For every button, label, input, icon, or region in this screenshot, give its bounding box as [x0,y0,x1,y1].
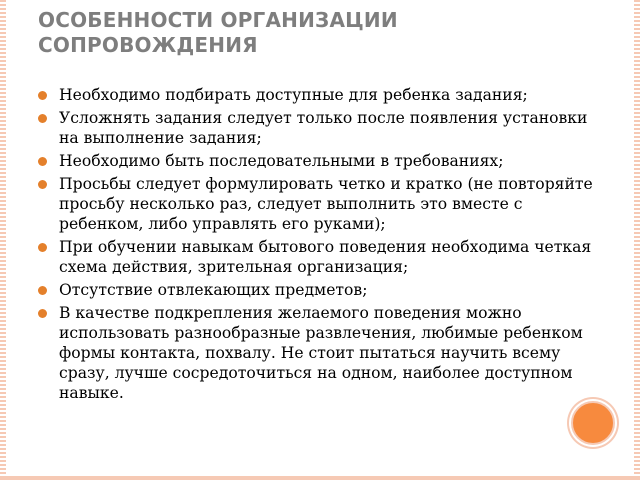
bullet-dot-icon [38,243,47,252]
bullet-item [36,108,596,148]
bullet-text: При обучении навыкам бытового поведения необходима четкая схема действия, зрительная организация; [59,238,592,276]
bullet-item [36,280,596,300]
bullet-item [36,303,596,403]
slide-title: ОСОБЕННОСТИ ОРГАНИЗАЦИИ СОПРОВОЖДЕНИЯ [38,8,398,57]
bullet-text: Просьбы следует формулировать четко и кратко (не повторяйте просьбу несколько раз, следует выполнить это вместе с ребенком, либо управлять его руками); [59,175,593,233]
bullet-item [36,174,596,234]
bullet-list [36,85,596,406]
bottom-border [0,476,640,480]
bullet-text: Отсутствие отвлекающих предметов; [59,281,368,299]
bullet-text: Усложнять задания следует только после появления установки на выполнение задания; [59,109,588,147]
bullet-text: Необходимо подбирать доступные для ребенка задания; [59,86,528,104]
bullet-item [36,151,596,171]
bullet-text: В качестве подкрепления желаемого поведения можно использовать разнообразные развлечения, любимые ребенком формы контакта, похвалу. Не стоит пытаться научить всему сразу, лучше сосредоточиться на одном, наиболее доступном навыке. [59,304,583,402]
bullet-dot-icon [38,91,47,100]
decorative-circle-icon [571,401,615,445]
bullet-item [36,237,596,277]
bullet-item [36,85,596,105]
bullet-text: Необходимо быть последовательными в требованиях; [59,152,504,170]
right-border-stripes [634,0,640,480]
bullet-dot-icon [38,157,47,166]
bullet-dot-icon [38,180,47,189]
bullet-dot-icon [38,309,47,318]
bullet-dot-icon [38,114,47,123]
bullet-dot-icon [38,286,47,295]
